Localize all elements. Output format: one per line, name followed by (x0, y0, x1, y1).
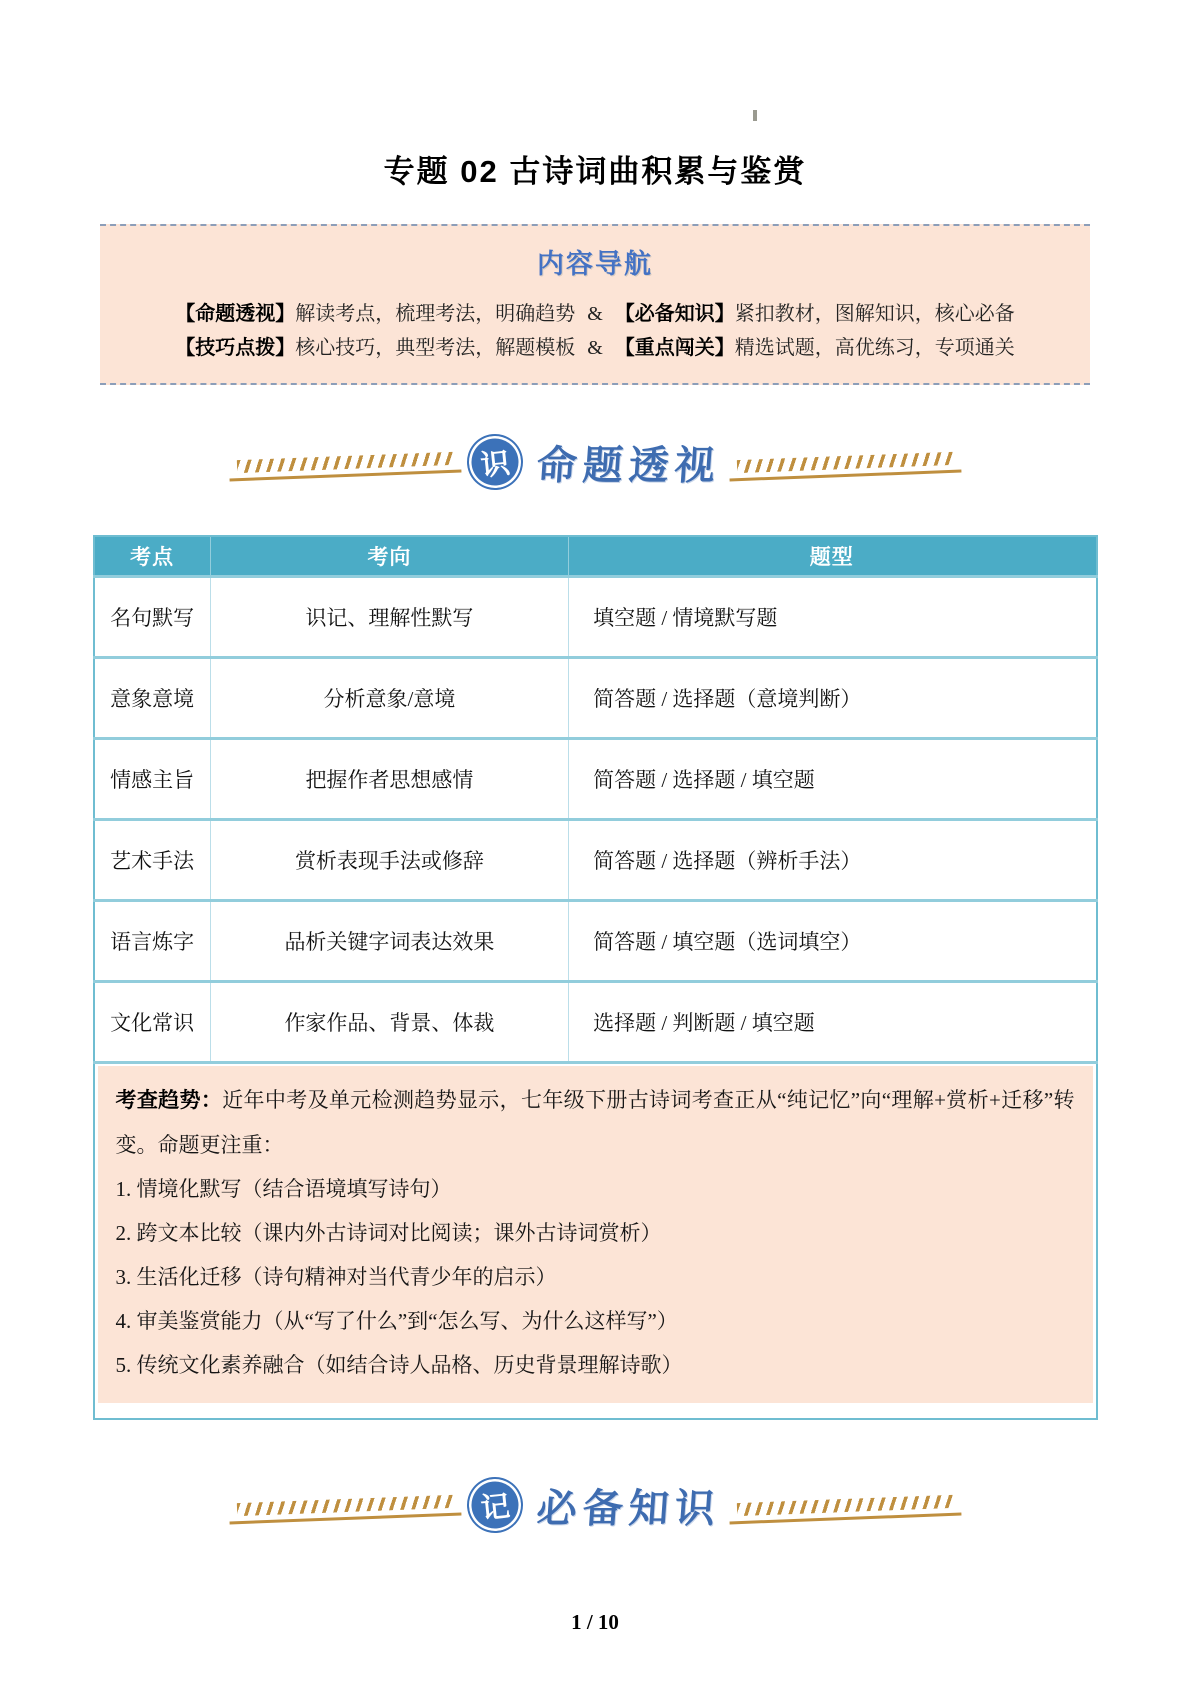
cell-kaodian: 文化常识 (94, 982, 211, 1063)
nav-text: 解读考点，梳理考法，明确趋势 (295, 303, 576, 325)
content-nav-box (100, 224, 1090, 385)
table-row (94, 658, 1097, 739)
column-header-kaoxiang: 考向 (210, 536, 568, 577)
trend-item: 4. 审美鉴赏能力（从“写了什么”到“怎么写、为什么这样写”） (115, 1309, 678, 1333)
trend-intro (116, 1078, 1075, 1167)
cell-tixing: 填空题 / 情境默写题 (569, 577, 1097, 658)
nav-ampersand: & (587, 337, 603, 359)
exam-points-table (93, 535, 1098, 1064)
nav-line-2 (100, 331, 1090, 365)
nav-tag-bibeizhishi: 【必备知识】 (614, 303, 735, 325)
table-row (94, 577, 1097, 658)
hatch-line-right (737, 451, 953, 472)
column-header-tixing: 题型 (569, 536, 1097, 577)
cell-kaodian: 情感主旨 (94, 739, 211, 820)
stray-mark (753, 110, 757, 121)
cell-kaoxiang: 把握作者思想感情 (210, 739, 568, 820)
hatch-line-left (237, 1494, 453, 1515)
table-row (94, 820, 1097, 901)
table-row (94, 982, 1097, 1063)
nav-tag-zhongdianchuangguan: 【重点闯关】 (614, 337, 735, 359)
nav-text: 精选试题，高优练习，专项通关 (734, 337, 1015, 359)
nav-ampersand: & (587, 303, 603, 325)
cell-kaodian: 名句默写 (94, 577, 211, 658)
nav-line-1 (100, 297, 1090, 331)
hatch-line-left (237, 451, 453, 472)
nav-tag-mingtitoushi: 【命题透视】 (175, 303, 296, 325)
cell-tixing: 选择题 / 判断题 / 填空题 (569, 982, 1097, 1063)
hatch-line-right (737, 1494, 953, 1515)
cell-kaoxiang: 品析关键字词表达效果 (210, 901, 568, 982)
cell-kaoxiang: 作家作品、背景、体裁 (210, 982, 568, 1063)
cell-tixing: 简答题 / 选择题 / 填空题 (569, 739, 1097, 820)
cell-tixing: 简答题 / 填空题（选词填空） (569, 901, 1097, 982)
section-title: 必备知识 (535, 1485, 723, 1531)
column-header-kaodian: 考点 (94, 536, 211, 577)
section-header-bibeizhishi (0, 1472, 1190, 1538)
nav-text: 紧扣教材，图解知识，核心必备 (734, 303, 1015, 325)
trend-box (93, 1064, 1098, 1420)
trend-intro-text: 近年中考及单元检测趋势显示，七年级下册古诗词考查正从“纯记忆”向“理解+赏析+迁移”转变。命题更注重： (115, 1088, 1075, 1157)
nav-text: 核心技巧，典型考法，解题模板 (295, 337, 576, 359)
table-header-row (94, 536, 1097, 577)
shi-badge-icon: 识 (466, 433, 523, 490)
table-row (94, 901, 1097, 982)
cell-kaodian: 艺术手法 (94, 820, 211, 901)
trend-item: 5. 传统文化素养融合（如结合诗人品格、历史背景理解诗歌） (115, 1353, 683, 1377)
exam-points-panel (93, 535, 1098, 1420)
cell-kaodian: 语言炼字 (94, 901, 211, 982)
cell-kaoxiang: 分析意象/意境 (210, 658, 568, 739)
nav-box-title: 内容导航 (537, 249, 653, 279)
table-row (94, 739, 1097, 820)
page-title: 专题 02 古诗词曲积累与鉴赏 (383, 154, 807, 189)
trend-item: 1. 情境化默写（结合语境填写诗句） (115, 1177, 452, 1201)
ji-badge-icon: 记 (466, 1476, 523, 1533)
cell-kaoxiang: 赏析表现手法或修辞 (210, 820, 568, 901)
trend-content (98, 1066, 1093, 1403)
trend-item: 2. 跨文本比较（课内外古诗词对比阅读；课外古诗词赏析） (115, 1221, 662, 1245)
cell-kaodian: 意象意境 (94, 658, 211, 739)
section-title: 命题透视 (535, 442, 723, 488)
cell-kaoxiang: 识记、理解性默写 (210, 577, 568, 658)
page-number: 1 / 10 (571, 1610, 619, 1634)
cell-tixing: 简答题 / 选择题（意境判断） (569, 658, 1097, 739)
cell-tixing: 简答题 / 选择题（辨析手法） (569, 820, 1097, 901)
section-header-mingtitoushi (0, 429, 1190, 495)
trend-item: 3. 生活化迁移（诗句精神对当代青少年的启示） (115, 1265, 557, 1289)
trend-label: 考查趋势： (115, 1089, 223, 1112)
nav-tag-jiqiaodianbo: 【技巧点拨】 (175, 337, 296, 359)
